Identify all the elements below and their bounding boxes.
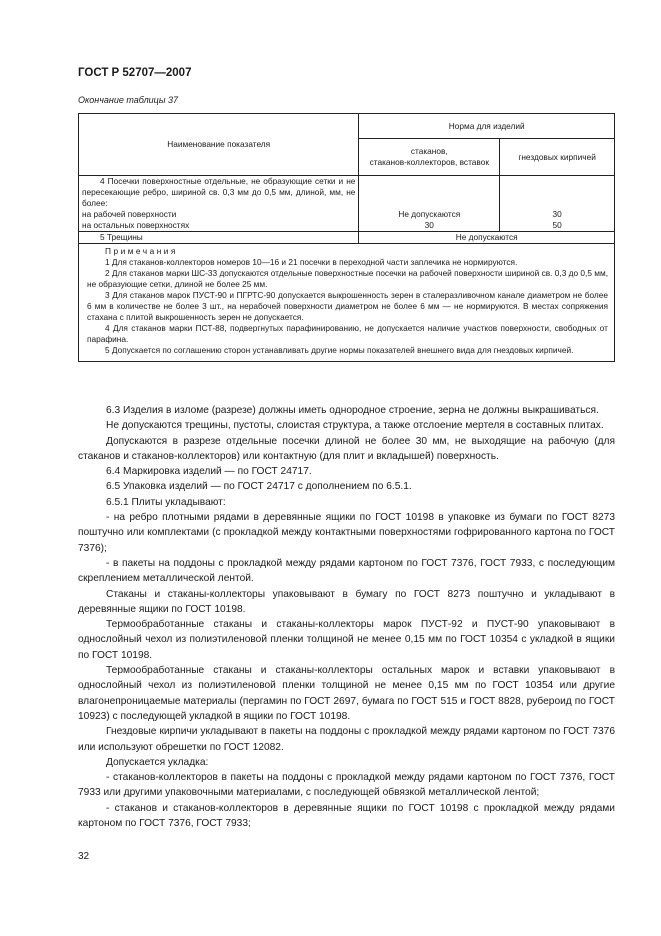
- col-header-cups-line1: стаканов,: [410, 146, 448, 156]
- col-header-norm: Норма для изделий: [359, 114, 615, 139]
- indicators-table: [78, 113, 615, 362]
- page-number: 32: [78, 851, 90, 862]
- document-header: ГОСТ Р 52707—2007: [78, 67, 192, 79]
- table-row-4: [79, 176, 615, 232]
- table-notes-row: [79, 244, 615, 362]
- paragraph: Термообработанные стаканы и стаканы-коллекторы остальных марок и вставки упаковывают в однослойный чехол из полиэтиленовой пленки толщиной не менее 0,15 мм по ГОСТ 10354 или другие влагонепроницаемые материалы (пергамин по ГОСТ 2697, бумага по ГОСТ 515 и ГОСТ 8828, рубероид по ГОСТ 10923) с последующей укладкой в ящики по ГОСТ 10198.: [78, 665, 615, 722]
- list-item: - стаканов-коллекторов в пакеты на поддоны с прокладкой между рядами картоном по ГОСТ 7376, ГОСТ 7933 или другими упаковочными материалами, с последующей обвязкой металлической лентой;: [78, 772, 615, 799]
- note-3: 3 Для стаканов марок ПУСТ-90 и ПГРТС-90 допускается выкрошенность зерен в сталеразливочном канале диаметром не более 6 мм в количестве не более 3 шт., на нерабочей поверхности диаметром не более 6 мм — не нормируются. В местах сопряжения стахана с плитой выкрошенность зерен не допускается.: [87, 290, 608, 322]
- row5-value: Не допускаются: [359, 232, 615, 244]
- paragraph: Термообработанные стаканы и стаканы-коллекторы марок ПУСТ-92 и ПУСТ-90 упаковывают в однослойный чехол из полиэтиленовой пленки толщиной не менее 0,15 мм по ГОСТ 10354 с укладкой в ящики по ГОСТ 10198.: [78, 619, 615, 661]
- paragraph: 6.4 Маркировка изделий — по ГОСТ 24717.: [106, 466, 312, 478]
- table-caption: Окончание таблицы 37: [78, 95, 178, 105]
- body-text: [78, 403, 615, 831]
- row4-text: 4 Посечки поверхностные отдельные, не образующие сетки и не пересекающие ребро, шириной св. 0,3 мм до 0,5 мм, длиной, мм, не более:: [82, 176, 356, 208]
- col-header-bricks: гнездовых кирпичей: [500, 139, 615, 176]
- paragraph: 6.3 Изделия в изломе (разрезе) должны иметь однородное строение, зерна не должны выкрашиваться.: [106, 405, 599, 416]
- note-2: 2 Для стаканов марки ШС-33 допускаются отдельные поверхностные посечки на рабочей поверхности шириной св. 0,3 до 0,5 мм, не образующие сетки, длиной не более 25 мм.: [87, 268, 608, 289]
- row4-bricks: [500, 176, 615, 232]
- row4-cups: [359, 176, 500, 232]
- list-item: - стаканов и стаканов-коллекторов в деревянные ящики по ГОСТ 10198 с прокладкой между рядами картоном по ГОСТ 7376, ГОСТ 7933;: [78, 802, 615, 830]
- row4-cups1: Не допускаются: [398, 209, 461, 219]
- row4-indicator: [79, 176, 359, 232]
- col-header-cups: [359, 139, 500, 176]
- paragraph: 6.5 Упаковка изделий — по ГОСТ 24717 с дополнением по 6.5.1.: [106, 481, 412, 493]
- row4-cups2: 30: [424, 220, 434, 230]
- paragraph: Не допускаются трещины, пустоты, слоистая структура, а также отслоение мертеля в составных плитах.: [106, 420, 604, 432]
- paragraph: Гнездовые кирпичи укладывают в пакеты на поддоны с прокладкой между рядами картоном по ГОСТ 7376 или используют обрешетки по ГОСТ 12082.: [78, 726, 615, 753]
- paragraph: Допускаются в разрезе отдельные посечки длиной не более 30 мм, не выходящие на рабочую (для стаканов и стаканов-коллекторов) или контактную (для плит и вкладышей) поверхность.: [78, 435, 615, 462]
- row4-bricks2: 50: [552, 220, 562, 230]
- note-4: 4 Для стаканов марки ПСТ-88, подвергнутых парафинированию, не допускается наличие участков поверхности, свободных от парафина.: [87, 323, 608, 344]
- list-item: - на ребро плотными рядами в деревянные ящики по ГОСТ 10198 в упаковке из бумаги по ГОСТ 8273 поштучно или комплектами (с прокладкой между контактными поверхностями гофрированного картона по ГОСТ 7376);: [78, 512, 615, 554]
- row4-sub2: на остальных поверхностях: [82, 220, 190, 230]
- table-row-5: [79, 232, 615, 244]
- list-item: - в пакеты на поддоны с прокладкой между рядами картоном по ГОСТ 7376, ГОСТ 7933, с последующим скреплением металлической лентой.: [78, 557, 615, 585]
- paragraph: Стаканы и стаканы-коллекторы упаковывают в бумагу по ГОСТ 8273 поштучно и укладывают в деревянные ящики по ГОСТ 10198.: [78, 588, 615, 615]
- row4-sub1: на рабочей поверхности: [82, 209, 177, 219]
- notes-title: Примечания: [105, 246, 178, 256]
- note-1: 1 Для стаканов-коллекторов номеров 10—16 и 21 посечки в переходной части заплечика не нормируются.: [105, 257, 518, 267]
- table-notes: [79, 244, 615, 362]
- col-header-cups-line2: стаканов-коллекторов, вставок: [369, 157, 489, 167]
- paragraph: Допускается укладка:: [106, 756, 209, 768]
- row4-bricks1: 30: [552, 209, 562, 219]
- row5-indicator: 5 Трещины: [79, 232, 359, 244]
- note-5: 5 Допускается по соглашению сторон устанавливать другие нормы показателей внешнего вида для гнездовых кирпичей.: [105, 345, 574, 355]
- paragraph: 6.5.1 Плиты укладывают:: [106, 496, 226, 508]
- col-header-indicator: Наименование показателя: [79, 114, 359, 176]
